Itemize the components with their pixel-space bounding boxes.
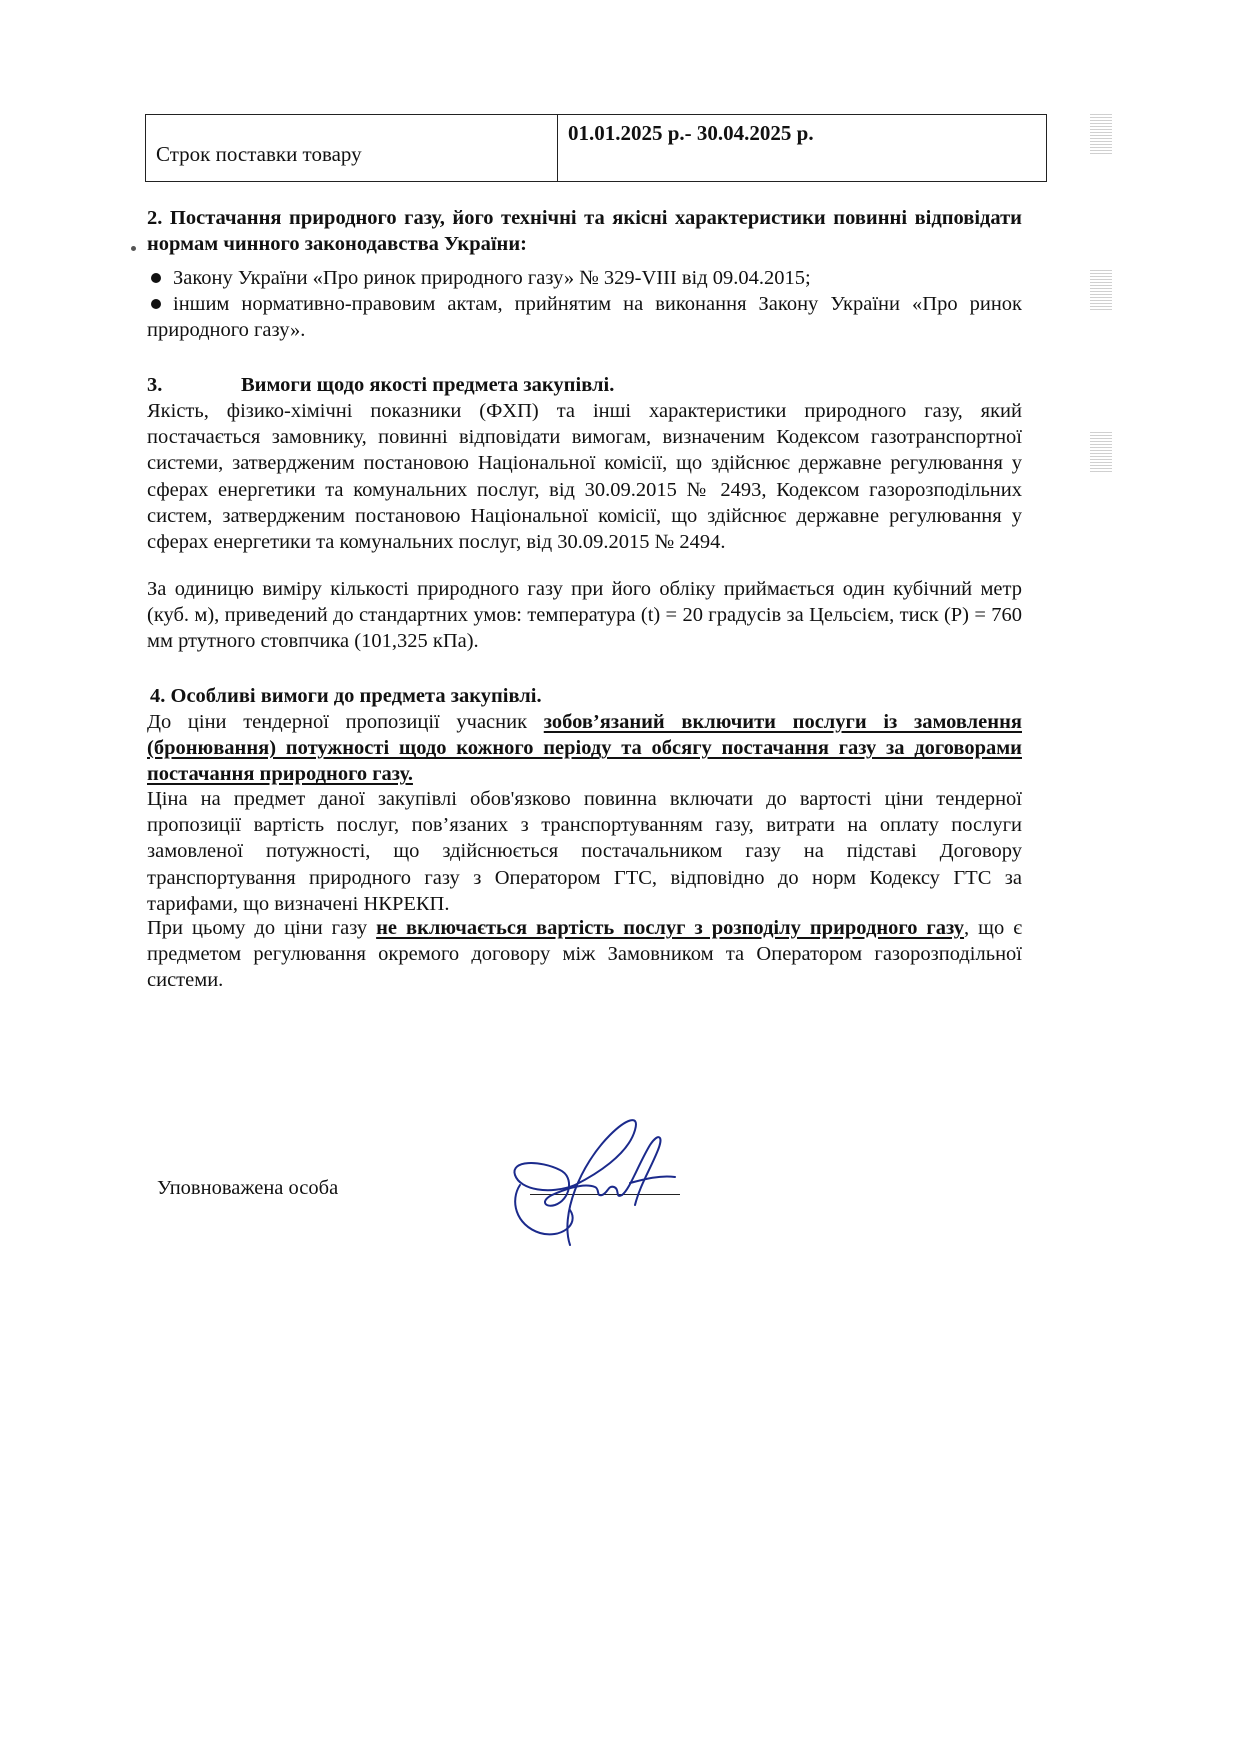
paragraph-tail: , що є предметом регулювання окремого договору між Замовником та Оператором газорозподільної системи. [147, 917, 1022, 992]
section-2-heading: 2. Постачання природного газу, його технічні та якісні характеристики повинні відповідати нормам чинного законодавства України: [147, 207, 1022, 256]
handwritten-signature-icon [500, 1105, 690, 1255]
section-4-paragraph-1 [147, 709, 1022, 788]
paragraph-lead: При цьому до ціни газу [147, 917, 377, 939]
supply-term-table [145, 114, 1047, 182]
paragraph-emphasis: зобов’язаний включити послуги із замовлення (бронювання) потужності щодо кожного періоду та обсягу постачання газу за договорами постачання природного газу. [147, 711, 1022, 786]
bullet-text: іншим нормативно-правовим актам, прийнятим на виконання Закону України «Про ринок природного газу». [147, 293, 1022, 342]
section-2-bullet-1 [147, 265, 1022, 291]
supply-term-label: Строк поставки товару [146, 115, 558, 181]
section-4-heading: 4. Особливі вимоги до предмета закупівлі. [150, 685, 542, 707]
signature-label: Уповноважена особа [157, 1177, 339, 1199]
paragraph-emphasis: не включається вартість послуг з розподілу природного газу [376, 917, 965, 939]
bullet-icon [151, 299, 161, 309]
scan-artifact [1090, 268, 1112, 310]
section-3-number: 3. [147, 374, 163, 396]
bullet-icon [151, 273, 161, 283]
section-4-paragraph-2: Ціна на предмет даної закупівлі обов'язково повинна включати до вартості ціни тендерної пропозиції вартість послуг, пов’язаних з транспортуванням газу, витрати на оплату послуги замовленої потужності, що здійснюється постачальником газу на підставі Договору транспортування природного газу з Оператором ГТС, відповідно до норм Кодексу ГТС за тарифами, що визначені НКРЕКП. [147, 788, 1022, 915]
section-2-bullet-2 [147, 291, 1022, 343]
section-4-paragraph-3 [147, 915, 1022, 994]
section-3-paragraph-1: Якість, фізико-хімічні показники (ФХП) та інші характеристики природного газу, який постачається замовнику, повинні відповідати вимогам, визначеним Кодексом газотранспортної системи, затвердженим постановою Національної комісії, що здійснює державне регулювання у сферах енергетики та комунальних послуг, від 30.09.2015 № 2493, Кодексом газорозподільних систем, затвердженим постановою Національної комісії, що здійснює державне регулювання у сферах енергетики та комунальних послуг, від 30.09.2015 № 2494. [147, 400, 1022, 554]
scan-artifact [1090, 112, 1112, 154]
supply-term-value: 01.01.2025 р.- 30.04.2025 р. [568, 121, 814, 145]
scan-dot [131, 246, 136, 251]
section-3-heading [147, 372, 1022, 398]
paragraph-lead: До ціни тендерної пропозиції учасник [147, 711, 544, 733]
bullet-text: Закону України «Про ринок природного газу» № 329-VIII від 09.04.2015; [173, 267, 811, 289]
section-3-paragraph-2: За одиницю виміру кількості природного газу при його обліку приймається один кубічний метр (куб. м), приведений до стандартних умов: температура (t) = 20 градусів за Цельсієм, тиск (Р) = 760 мм ртутного стовпчика (101,325 кПа). [147, 578, 1022, 653]
section-3-title: Вимоги щодо якості предмета закупівлі. [241, 374, 615, 396]
scan-artifact [1090, 430, 1112, 472]
